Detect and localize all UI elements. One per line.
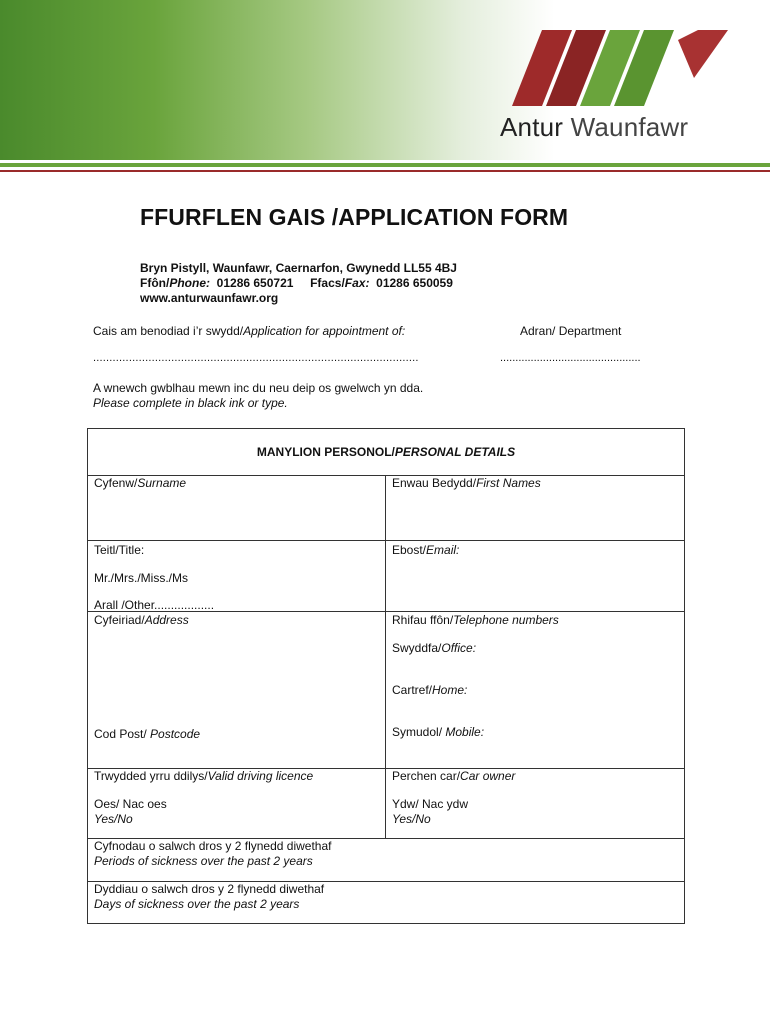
phone-number: 01286 650721 (216, 276, 294, 290)
header-rule-green (0, 163, 770, 167)
email-label-en: Email: (426, 543, 460, 557)
section-heading-cy: MANYLION PERSONOL/ (256, 445, 395, 459)
car-yes-no-en: Yes/No (392, 812, 431, 826)
car-owner-label-cy: Perchen car/ (392, 769, 461, 783)
telephone-label-en: Telephone numbers (453, 613, 559, 627)
application-label-cy: Cais am benodiad i’r swydd/ (93, 324, 244, 338)
driving-licence-yes-no[interactable] (94, 797, 167, 827)
website-link[interactable]: www.anturwaunfawr.org (140, 291, 279, 305)
car-owner-yes-no[interactable] (392, 797, 468, 827)
title-field[interactable] (94, 543, 144, 558)
postcode-field[interactable] (94, 727, 200, 742)
licence-label-cy: Trwydded yrru ddilys/ (94, 769, 208, 783)
instructions-en: Please complete in black ink or type. (93, 396, 288, 410)
address-line: Bryn Pistyll, Waunfawr, Caernarfon, Gwynedd LL55 4BJ (140, 261, 457, 275)
fax-number: 01286 650059 (376, 276, 453, 290)
email-field[interactable] (392, 543, 459, 558)
mobile-phone-field[interactable] (392, 725, 484, 740)
first-names-field[interactable] (392, 476, 541, 491)
logo-word-antur: Antur (500, 112, 564, 142)
row-divider (88, 540, 684, 541)
surname-field[interactable] (94, 476, 186, 491)
sickness-days-field[interactable] (94, 882, 324, 912)
logo-word-waunfawr: Waunfawr (570, 112, 689, 142)
fax-label-en: Fax: (344, 276, 370, 290)
instructions (93, 381, 423, 411)
logo-wordmark (500, 112, 688, 143)
home-label-en: Home: (432, 683, 468, 697)
licence-yes-no-cy: Oes/ Nac oes (94, 797, 167, 811)
section-heading-en: PERSONAL DETAILS (394, 445, 516, 459)
office-label-cy: Swyddfa/ (392, 641, 442, 655)
page-title: FFURFLEN GAIS /APPLICATION FORM (140, 204, 569, 230)
mobile-label-cy: Symudol/ (392, 725, 446, 739)
sickness-periods-field[interactable] (94, 839, 331, 869)
address-label-cy: Cyfeiriad/ (94, 613, 145, 627)
office-phone-field[interactable] (392, 641, 476, 656)
personal-details-table (87, 428, 685, 924)
section-heading (88, 445, 684, 459)
licence-yes-no-en: Yes/No (94, 812, 133, 826)
title-label: Teitl/Title: (94, 543, 145, 557)
organisation-address (140, 261, 457, 306)
surname-label-cy: Cyfenw/ (94, 476, 138, 490)
title-options[interactable]: Mr./Mrs./Miss./Ms (94, 571, 188, 585)
licence-label-en: Valid driving licence (207, 769, 314, 783)
header-rule-red (0, 170, 770, 172)
appointment-field[interactable]: .................................................................................................... (93, 352, 419, 364)
address-label-en: Address (144, 613, 189, 627)
home-phone-field[interactable] (392, 683, 467, 698)
phone-label-en: Phone: (169, 276, 210, 290)
fax-label-cy: Ffacs/ (310, 276, 345, 290)
sickness-periods-label-cy: Cyfnodau o salwch dros y 2 flynedd diwethaf (94, 839, 332, 853)
instructions-cy: A wnewch gwblhau mewn inc du neu deip os gwelwch yn dda. (93, 381, 424, 395)
address-field[interactable] (94, 613, 189, 628)
postcode-label-cy: Cod Post/ (94, 727, 151, 741)
application-label-en: Application for appointment of: (243, 324, 406, 338)
telephone-label-cy: Rhifau ffôn/ (392, 613, 454, 627)
driving-licence-label (94, 769, 313, 784)
phone-label-cy: Ffôn/ (140, 276, 170, 290)
sickness-days-label-en: Days of sickness over the past 2 years (94, 897, 300, 911)
department-field[interactable]: .............................................. (500, 352, 641, 364)
mobile-label-en: Mobile: (445, 725, 485, 739)
car-owner-label-en: Car owner (460, 769, 516, 783)
sickness-days-label-cy: Dyddiau o salwch dros y 2 flynedd diwethaf (94, 882, 325, 896)
office-label-en: Office: (441, 641, 477, 655)
contact-line (140, 276, 457, 291)
column-divider (385, 475, 386, 838)
application-label (93, 324, 405, 338)
car-owner-label (392, 769, 515, 784)
email-label-cy: Ebost/ (392, 543, 427, 557)
first-names-label-cy: Enwau Bedydd/ (392, 476, 477, 490)
car-yes-no-cy: Ydw/ Nac ydw (392, 797, 469, 811)
home-label-cy: Cartref/ (392, 683, 433, 697)
postcode-label-en: Postcode (150, 727, 201, 741)
telephone-numbers-label (392, 613, 559, 628)
first-names-label-en: First Names (476, 476, 541, 490)
sickness-periods-label-en: Periods of sickness over the past 2 years (94, 854, 313, 868)
surname-label-en: Surname (137, 476, 187, 490)
department-label: Adran/ Department (520, 324, 622, 338)
title-other[interactable]: Arall /Other.................. (94, 598, 215, 612)
